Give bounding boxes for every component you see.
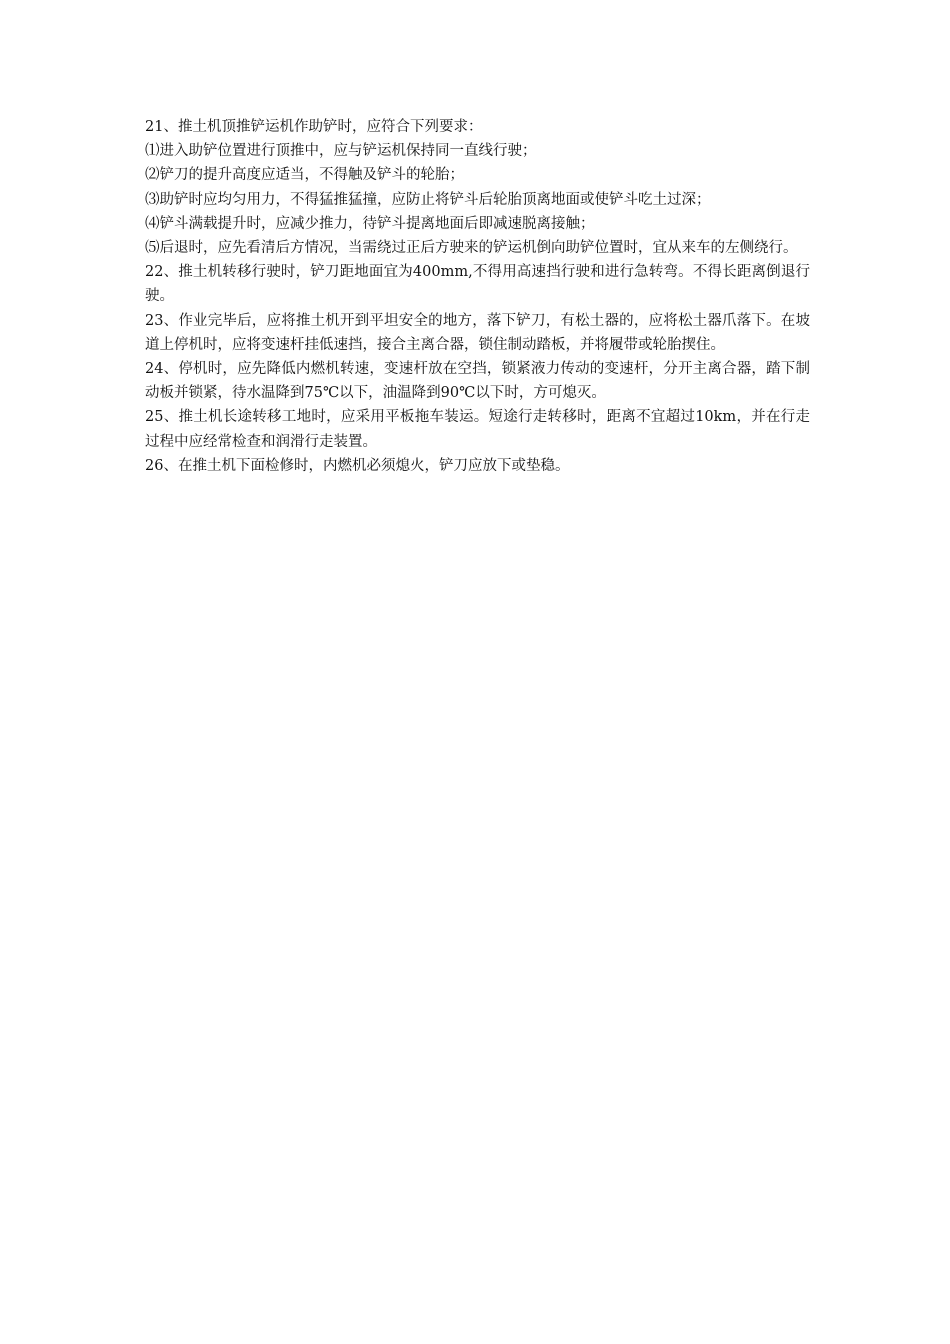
clause-26: 26、在推土机下面检修时，内燃机必须熄火，铲刀应放下或垫稳。: [145, 457, 570, 474]
document-body: [145, 115, 810, 478]
clause-22: 22、推土机转移行驶时，铲刀距地面宜为400mm,不得用高速挡行驶和进行急转弯。不得长距离倒退行驶。: [145, 264, 810, 305]
clause-21-item-1: ⑴进入助铲位置进行顶推中，应与铲运机保持同一直线行驶；: [145, 143, 537, 160]
clause-25: 25、推土机长途转移工地时，应采用平板拖车装运。短途行走转移时，距离不宜超过10km，并在行走过程中应经常检查和润滑行走装置。: [145, 409, 810, 450]
clause-21-heading: 21、推土机顶推铲运机作助铲时，应符合下列要求：: [145, 119, 483, 135]
clause-21-item-5: ⑸后退时，应先看清后方情况，当需绕过正后方驶来的铲运机倒向助铲位置时，宜从来车的左侧绕行。: [145, 240, 798, 257]
clause-23: 23、作业完毕后，应将推土机开到平坦安全的地方，落下铲刀，有松土器的，应将松土器爪落下。在坡道上停机时，应将变速杆挂低速挡，接合主离合器，锁住制动踏板，并将履带或轮胎揳住。: [145, 312, 810, 353]
clause-21-item-4: ⑷铲斗满载提升时，应减少推力，待铲斗提离地面后即减速脱离接触；: [145, 215, 595, 232]
clause-24: 24、停机时，应先降低内燃机转速，变速杆放在空挡，锁紧液力传动的变速杆，分开主离合器，踏下制动板并锁紧，待水温降到75℃以下，油温降到90℃以下时，方可熄灭。: [145, 361, 810, 402]
clause-21-item-3: ⑶助铲时应均匀用力，不得猛推猛撞，应防止将铲斗后轮胎顶离地面或使铲斗吃土过深；: [145, 191, 711, 208]
clause-21-item-2: ⑵铲刀的提升高度应适当，不得触及铲斗的轮胎；: [145, 167, 464, 184]
